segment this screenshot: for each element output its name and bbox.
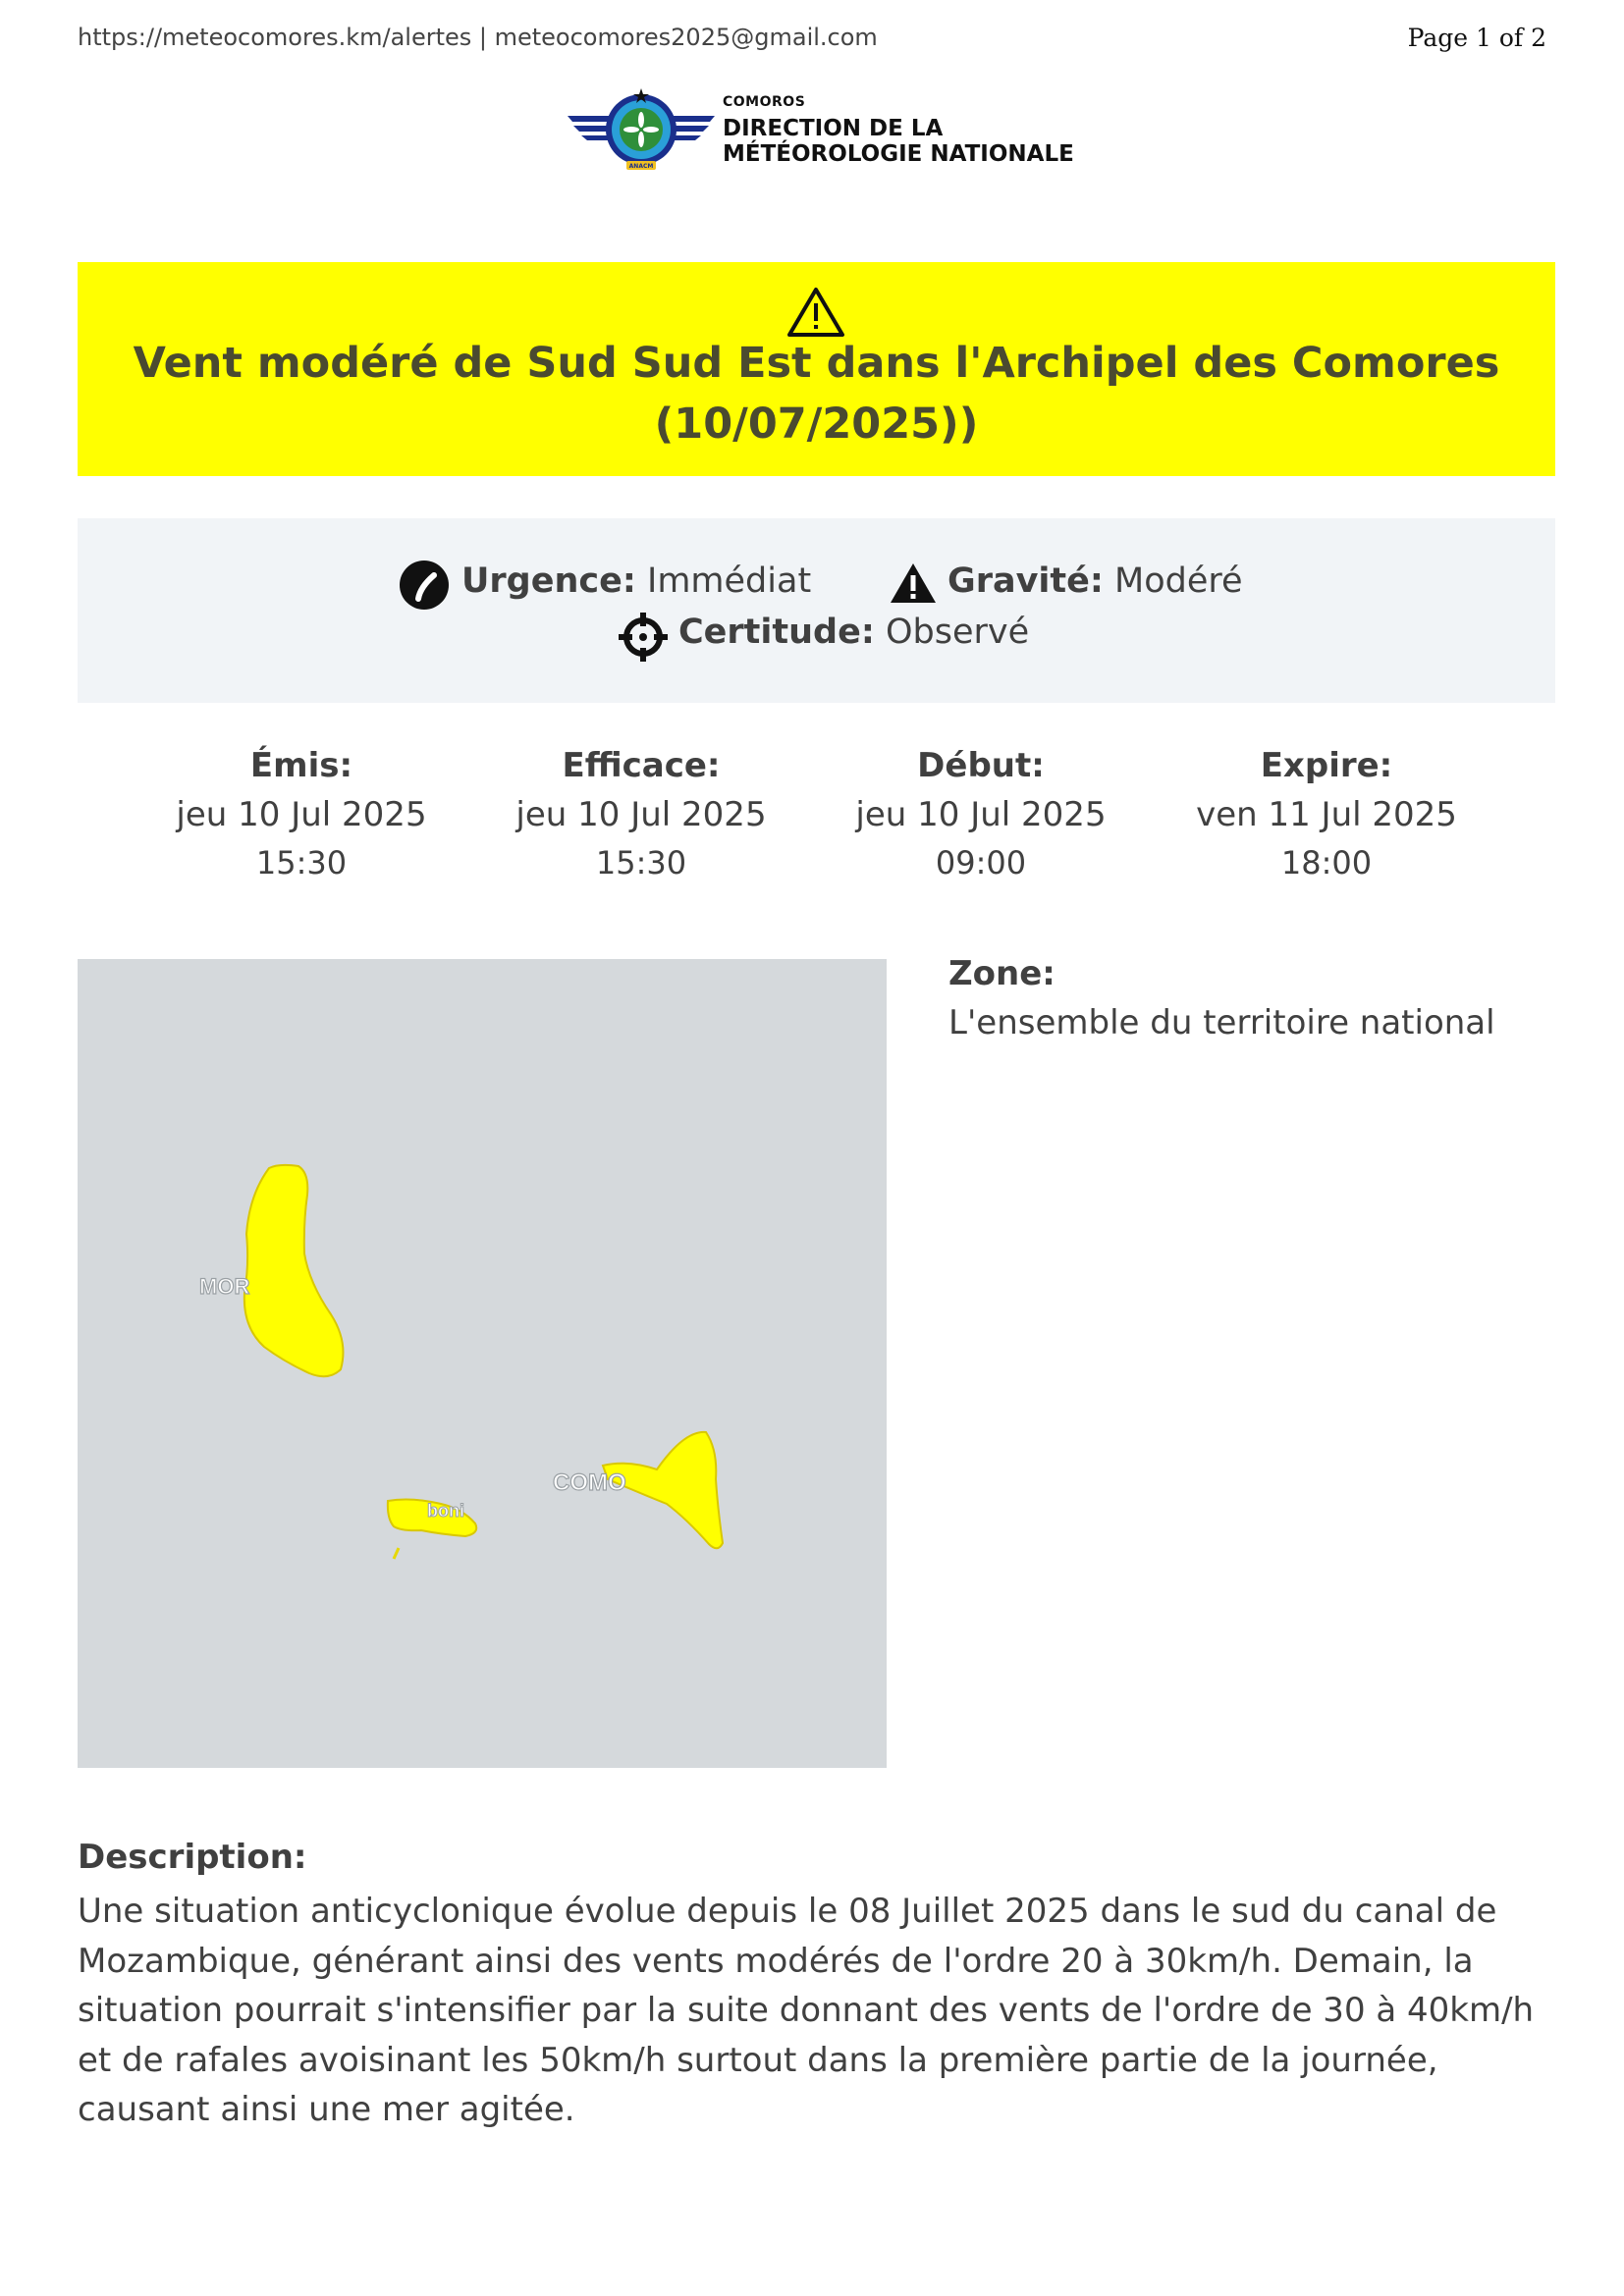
- date-label: Expire:: [1260, 746, 1393, 785]
- alert-banner: [78, 262, 1555, 476]
- certainty-value: Observé: [886, 613, 1030, 652]
- alert-zone-map[interactable]: [78, 959, 887, 1768]
- description-label: Description:: [78, 1838, 307, 1877]
- page-number: Page 1 of 2: [1407, 24, 1546, 52]
- date-day: jeu 10 Jul 2025: [176, 795, 427, 834]
- zone-label: Zone:: [948, 954, 1056, 993]
- comoros-map: [78, 959, 887, 1768]
- emblem-ribbon-text: ANACM: [628, 163, 654, 170]
- date-label: Début:: [917, 746, 1045, 785]
- date-day: jeu 10 Jul 2025: [855, 795, 1107, 834]
- alert-meta-box: [78, 518, 1555, 703]
- logo-country: COMOROS: [723, 94, 806, 110]
- header-separator: |: [471, 24, 495, 51]
- severity-value: Modéré: [1114, 561, 1243, 601]
- island-grande-comore: [244, 1165, 344, 1376]
- date-issued: [135, 742, 468, 885]
- contact-email[interactable]: meteocomores2025@gmail.com: [494, 24, 878, 51]
- date-time: 09:00: [935, 844, 1027, 881]
- date-label: Efficace:: [562, 746, 721, 785]
- date-onset: [814, 742, 1148, 885]
- date-time: 15:30: [595, 844, 687, 881]
- urgency-gauge-icon: [399, 560, 450, 611]
- site-url[interactable]: https://meteocomores.km/alertes: [78, 24, 472, 51]
- alert-dates: [78, 742, 1555, 889]
- certainty-label: Certitude:: [678, 613, 875, 652]
- severity-field: [947, 561, 1243, 601]
- date-time: 18:00: [1280, 844, 1373, 881]
- urgency-label: Urgence:: [461, 561, 636, 601]
- certainty-crosshair-icon: [618, 612, 669, 663]
- logo-title-line1: DIRECTION DE LA: [723, 116, 944, 141]
- logo-title-line2: MÉTÉOROLOGIE NATIONALE: [723, 141, 1074, 167]
- certainty-field: [678, 613, 1029, 652]
- date-expires: [1160, 742, 1493, 885]
- zone-value: L'ensemble du territoire national: [948, 1003, 1495, 1042]
- severity-label: Gravité:: [947, 561, 1104, 601]
- urgency-value: Immédiat: [647, 561, 812, 601]
- date-time: 15:30: [255, 844, 348, 881]
- date-day: ven 11 Jul 2025: [1196, 795, 1457, 834]
- date-day: jeu 10 Jul 2025: [515, 795, 767, 834]
- dmn-emblem-icon: [568, 86, 715, 175]
- page-header-url: [78, 24, 878, 51]
- map-label-moroni: MOR: [199, 1274, 250, 1299]
- severity-warning-icon: [890, 561, 937, 605]
- date-effective: [474, 742, 808, 885]
- description-text: Une situation anticyclonique évolue depuis le 08 Juillet 2025 dans le sud du canal de Mozambique, générant ainsi des vents modérés de l'ordre 20 à 30km/h. Demain, la situation pourrait s'intensifier par la suite donnant des vents de l'ordre de 30 à 40km/h et de rafales avoisinant les 50km/h surtout dans la première partie de la journée, causant ainsi une mer agitée.: [78, 1892, 1535, 2129]
- dmn-logo: [568, 86, 1074, 175]
- warning-triangle-icon: [785, 286, 846, 339]
- alert-title: Vent modéré de Sud Sud Est dans l'Archipel des Comores (10/07/2025)): [133, 339, 1500, 449]
- urgency-field: [461, 561, 811, 601]
- map-label-comoros: COMO: [553, 1469, 626, 1496]
- map-label-fomboni: boni: [427, 1501, 464, 1521]
- date-label: Émis:: [249, 746, 353, 785]
